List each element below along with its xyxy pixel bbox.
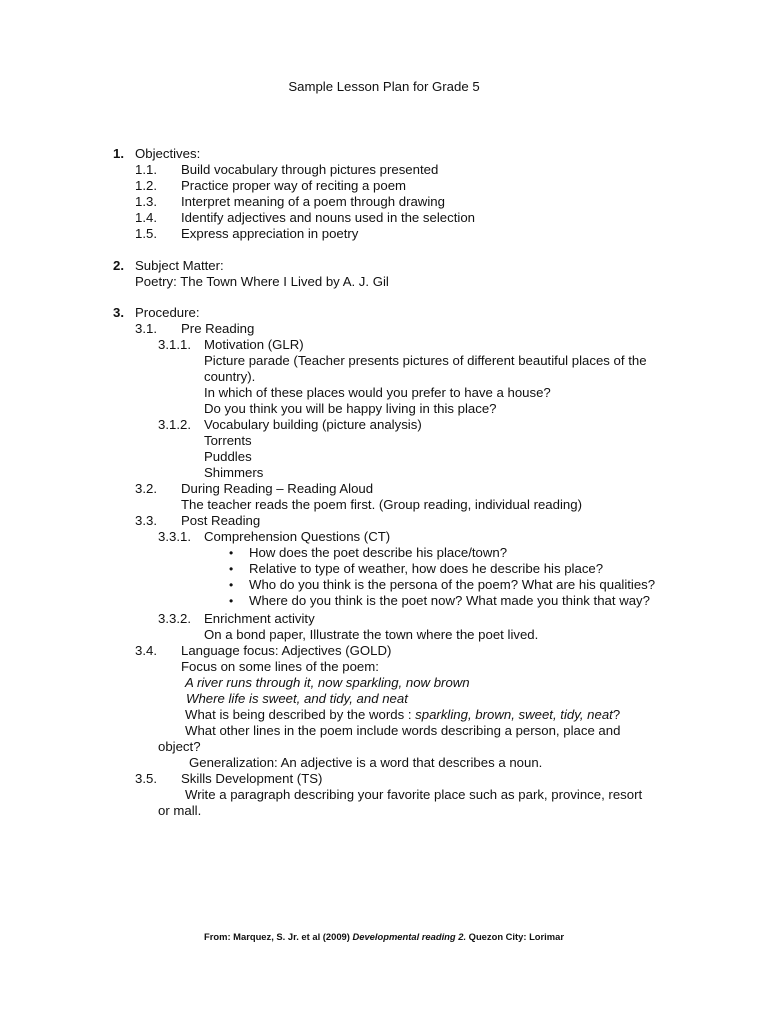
skills-line-2: or mall. (158, 803, 202, 818)
section-2-heading: Subject Matter: (135, 258, 224, 273)
language-question-1-suffix: ? (612, 707, 621, 722)
enrichment-heading: Enrichment activity (204, 611, 315, 626)
comprehension-question-3: Who do you think is the persona of the poem? What are his qualities? (249, 577, 656, 592)
section-1-number: 1. (113, 146, 124, 161)
citation-book-title: Developmental reading 2. (352, 931, 467, 942)
comprehension-number: 3.3.1. (158, 529, 191, 544)
section-1-heading: Objectives: (135, 146, 201, 161)
post-reading-heading: Post Reading (181, 513, 261, 528)
objective-1-text: Build vocabulary through pictures presented (181, 162, 439, 177)
objective-5-text: Express appreciation in poetry (181, 226, 359, 241)
pre-reading-number: 3.1. (135, 321, 157, 336)
citation-suffix: Quezon City: Lorimar (466, 931, 564, 942)
motivation-line-3: In which of these places would you prefer to have a house? (204, 385, 551, 400)
objective-2-number: 1.2. (135, 178, 157, 193)
during-reading-heading: During Reading – Reading Aloud (181, 481, 374, 496)
poem-line-1: A river runs through it, now sparkling, now brown (185, 675, 470, 690)
vocabulary-number: 3.1.2. (158, 417, 191, 432)
pre-reading-heading: Pre Reading (181, 321, 255, 336)
citation-footer (0, 931, 768, 943)
section-2-number: 2. (113, 258, 124, 273)
language-question-2-line-1: What other lines in the poem include words describing a person, place and (185, 723, 621, 738)
objective-2-text: Practice proper way of reciting a poem (181, 178, 407, 193)
motivation-line-1: Picture parade (Teacher presents pictures of different beautiful places of the (204, 353, 647, 368)
comprehension-question-1: How does the poet describe his place/town? (249, 545, 508, 560)
vocabulary-word-3: Shimmers (204, 465, 264, 480)
poem-line-2: Where life is sweet, and tidy, and neat (186, 691, 408, 706)
objective-4-number: 1.4. (135, 210, 157, 225)
skills-number: 3.5. (135, 771, 157, 786)
skills-line-1: Write a paragraph describing your favorite place such as park, province, resort (185, 787, 643, 802)
language-question-1-prefix: What is being described by the words : (185, 707, 416, 722)
bullet-icon: • (229, 546, 234, 560)
skills-heading: Skills Development (TS) (181, 771, 323, 786)
citation-prefix: From: Marquez, S. Jr. et al (2009) (204, 931, 353, 942)
objective-5-number: 1.5. (135, 226, 157, 241)
language-question-1-words: sparkling, brown, sweet, tidy, neat (415, 707, 613, 722)
motivation-line-4: Do you think you will be happy living in this place? (204, 401, 497, 416)
vocabulary-word-1: Torrents (204, 433, 252, 448)
objective-4-text: Identify adjectives and nouns used in the selection (181, 210, 475, 225)
comprehension-question-4: Where do you think is the poet now? What made you think that way? (249, 593, 650, 608)
generalization-text: Generalization: An adjective is a word that describes a noun. (189, 755, 543, 770)
vocabulary-heading: Vocabulary building (picture analysis) (204, 417, 422, 432)
bullet-icon: • (229, 578, 234, 592)
language-focus-heading: Language focus: Adjectives (GOLD) (181, 643, 392, 658)
language-question-2-line-2: object? (158, 739, 201, 754)
enrichment-text: On a bond paper, Illustrate the town where the poet lived. (204, 627, 539, 642)
comprehension-heading: Comprehension Questions (CT) (204, 529, 391, 544)
language-focus-number: 3.4. (135, 643, 157, 658)
subject-matter-text: Poetry: The Town Where I Lived by A. J. Gil (135, 274, 389, 289)
language-focus-intro: Focus on some lines of the poem: (181, 659, 379, 674)
language-question-1 (185, 707, 620, 723)
motivation-heading: Motivation (GLR) (204, 337, 304, 352)
objective-3-number: 1.3. (135, 194, 157, 209)
during-reading-text: The teacher reads the poem first. (Group reading, individual reading) (181, 497, 582, 512)
section-3-number: 3. (113, 305, 124, 320)
section-3-heading: Procedure: (135, 305, 200, 320)
during-reading-number: 3.2. (135, 481, 157, 496)
bullet-icon: • (229, 562, 234, 576)
enrichment-number: 3.3.2. (158, 611, 191, 626)
document-title: Sample Lesson Plan for Grade 5 (288, 79, 480, 94)
motivation-line-2: country). (204, 369, 256, 384)
objective-1-number: 1.1. (135, 162, 157, 177)
comprehension-question-2: Relative to type of weather, how does he describe his place? (249, 561, 604, 576)
objective-3-text: Interpret meaning of a poem through drawing (181, 194, 445, 209)
vocabulary-word-2: Puddles (204, 449, 252, 464)
motivation-number: 3.1.1. (158, 337, 191, 352)
post-reading-number: 3.3. (135, 513, 157, 528)
bullet-icon: • (229, 594, 234, 608)
